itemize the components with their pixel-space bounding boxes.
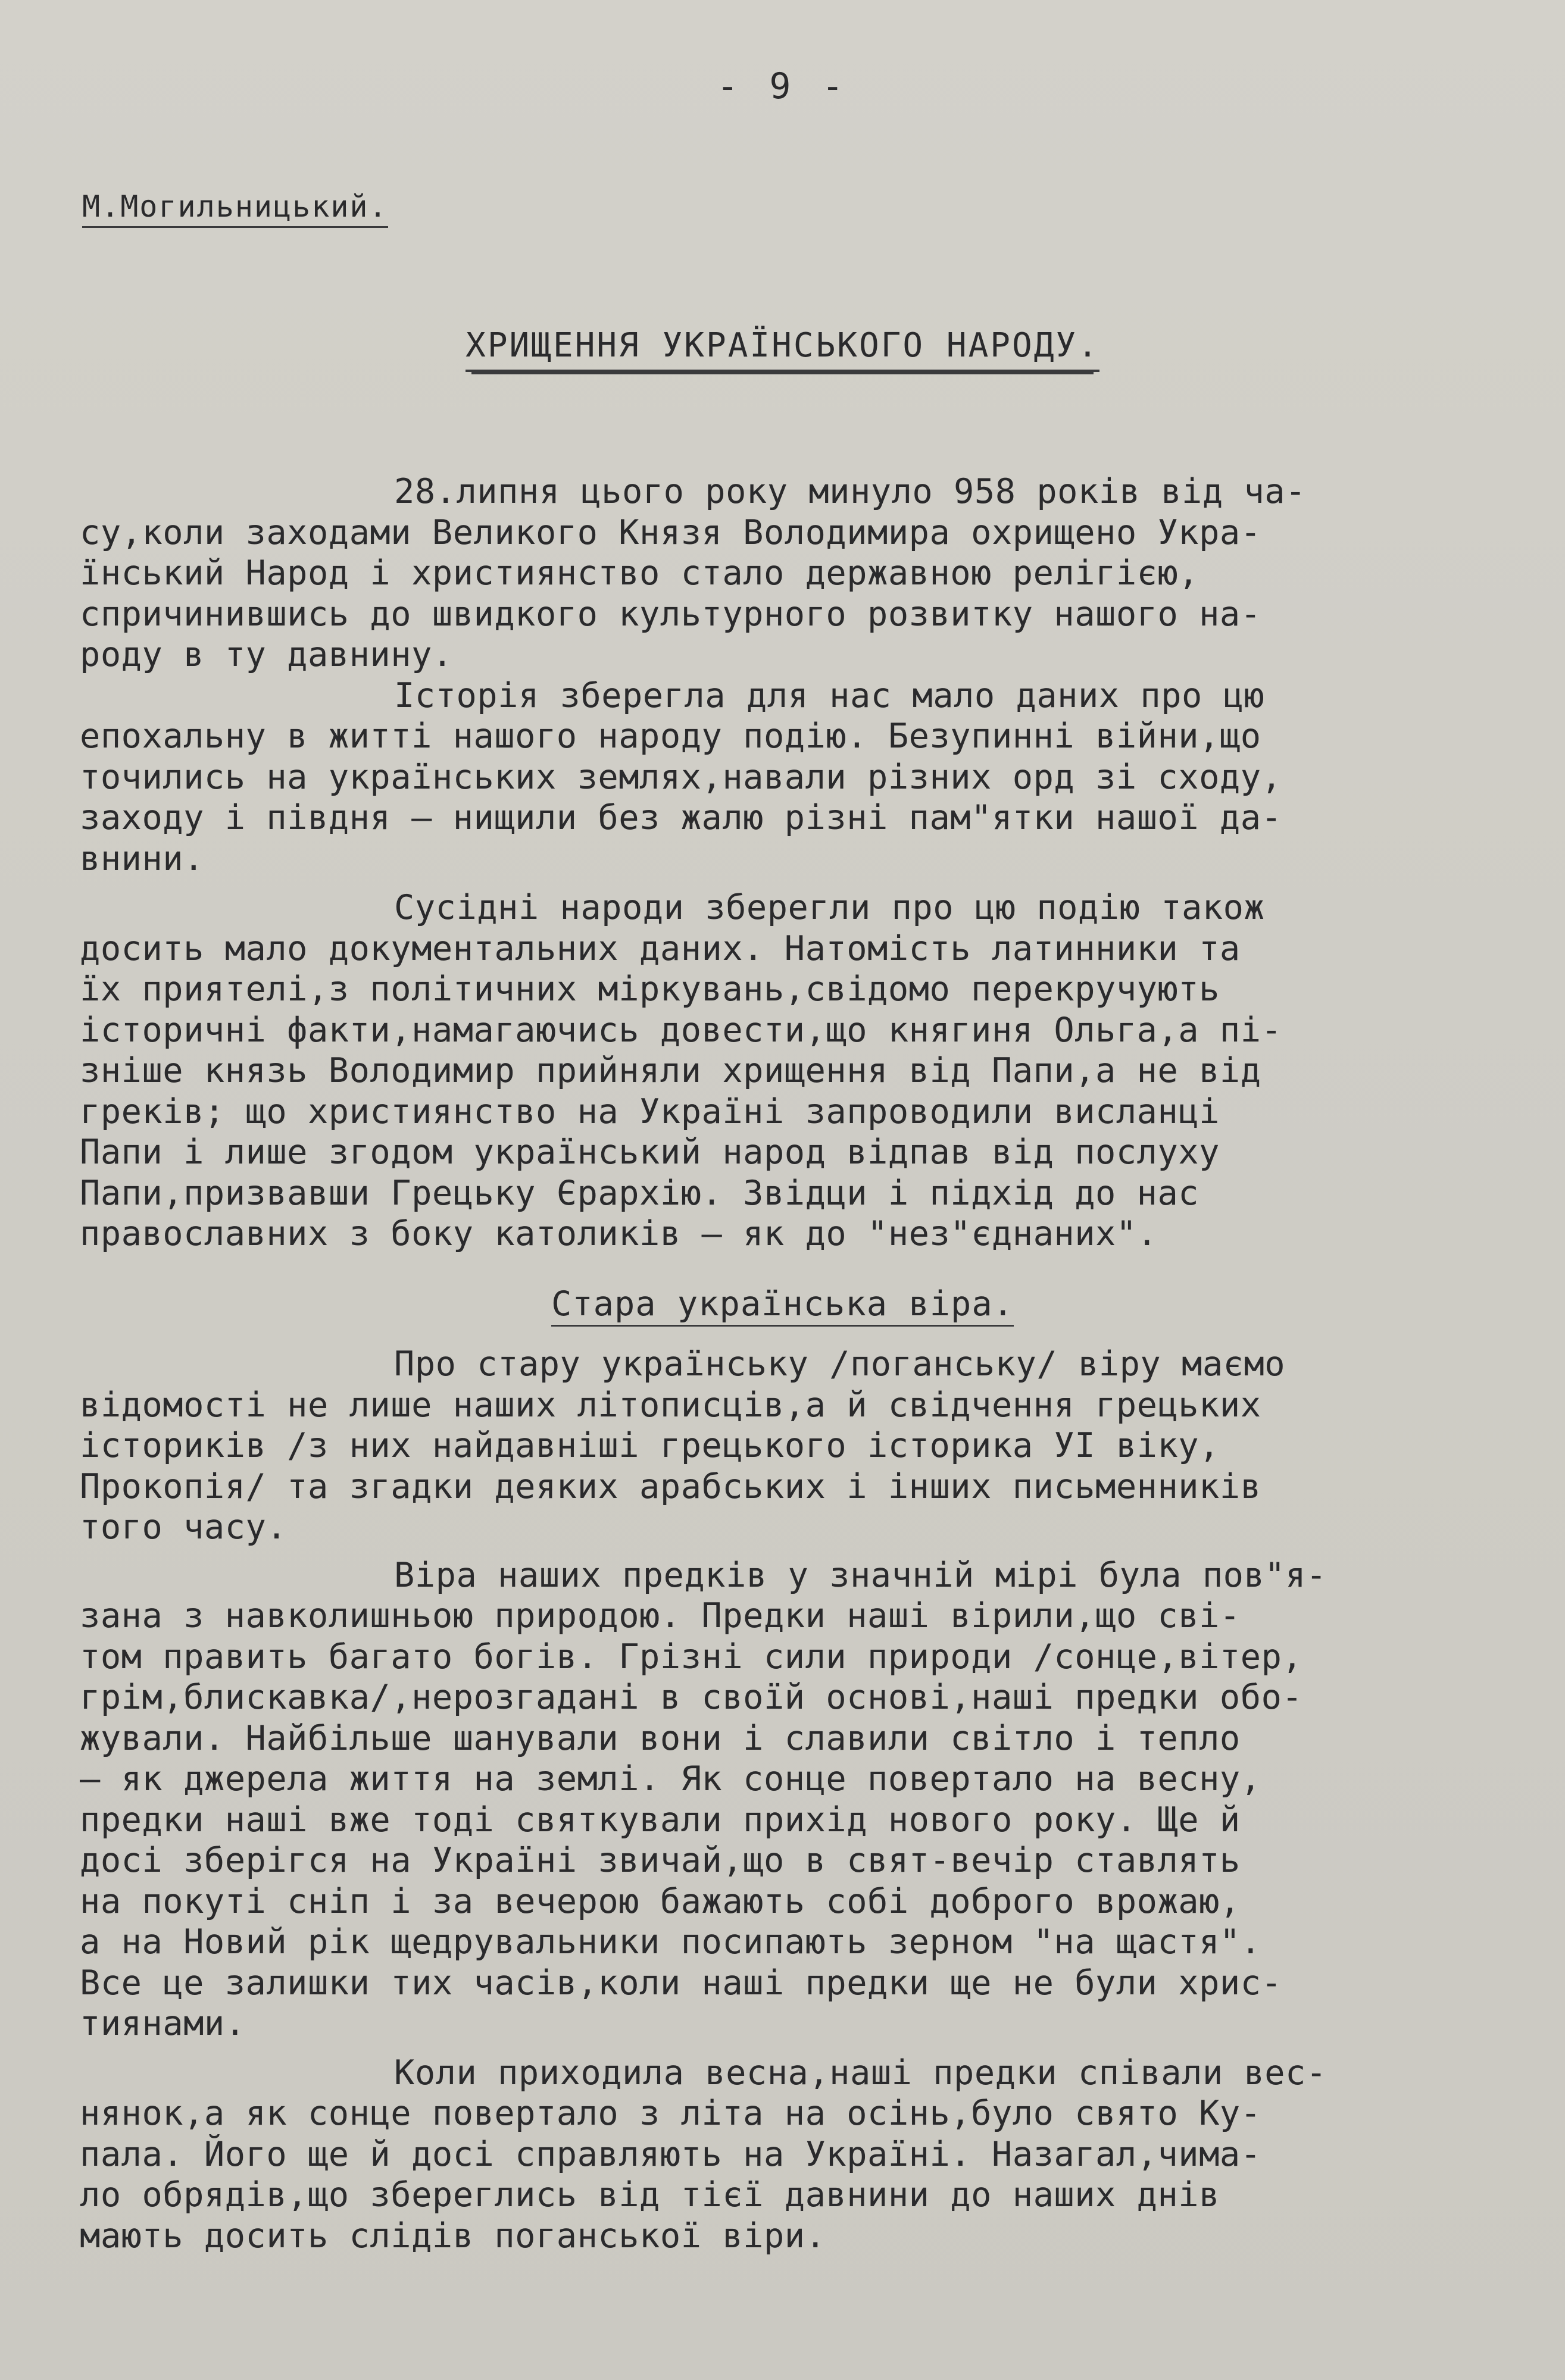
section-2-body: [80, 1344, 1497, 2256]
text-line: су,коли заходами Великого Князя Володимира охрищено Укра-: [80, 512, 1261, 552]
text-line: істориків /з них найдавніші грецького історика УІ віку,: [80, 1426, 1220, 1465]
section-1-body: [80, 471, 1497, 1255]
text-line: того часу.: [80, 1508, 288, 1547]
text-line: Сусідні народи зберегли про цю подію також: [394, 888, 1265, 927]
title-container: [0, 326, 1565, 372]
text-line: точились на українських землях,навали різних орд зі сходу,: [80, 757, 1282, 797]
page-number: - 9 -: [717, 65, 848, 107]
text-line: історичні факти,намагаючись довести,що княгиня Ольга,а пі-: [80, 1010, 1282, 1050]
text-line: їх приятелі,з політичних міркувань,свідомо перекручують: [80, 969, 1220, 1009]
text-line: православних з боку католиків – як до "нез"єднаних".: [80, 1214, 1158, 1253]
text-line: предки наші вже тоді святкували прихід нового року. Ще й: [80, 1800, 1241, 1840]
document-title: ХРИЩЕННЯ УКРАЇНСЬКОГО НАРОДУ.: [466, 326, 1099, 372]
text-line: Папи,призвавши Грецьку Єрархію. Звідци і підхід до нас: [80, 1173, 1199, 1213]
text-line: досить мало документальних даних. Натомість латинники та: [80, 928, 1241, 968]
text-line: мають досить слідів поганської віри.: [80, 2216, 826, 2256]
text-line: їнський Народ і християнство стало державною релігією,: [80, 553, 1199, 593]
text-line: 28.липня цього року минуло 958 років від ча-: [394, 472, 1306, 511]
text-line: Коли приходила весна,наші предки співали вес-: [394, 2053, 1327, 2093]
section-subtitle: Стара українська віра.: [551, 1284, 1014, 1327]
text-line: заходу і півдня – нищили без жалю різні пам"ятки нашої да-: [80, 798, 1282, 837]
text-line: епохальну в житті нашого народу подію. Безупинні війни,що: [80, 717, 1261, 756]
text-line: грім,блискавка/,нерозгадані в своїй основі,наші предки обо-: [80, 1678, 1303, 1717]
text-line: зніше князь Володимир прийняли хрищення від Папи,а не від: [80, 1051, 1261, 1090]
text-line: внини.: [80, 839, 204, 878]
author-name: М.Могильницький.: [82, 189, 388, 228]
text-line: Все це залишки тих часів,коли наші предки ще не були хрис-: [80, 1963, 1282, 2003]
text-line: спричинившись до швидкого культурного розвитку нашого на-: [80, 594, 1261, 634]
text-line: греків; що християнство на Україні запроводили висланці: [80, 1092, 1220, 1131]
text-line: Історія зберегла для нас мало даних про цю: [394, 675, 1265, 715]
text-line: – як джерела життя на землі. Як сонце повертало на весну,: [80, 1759, 1261, 1799]
text-line: Про стару українську /поганську/ віру маємо: [394, 1344, 1286, 1384]
text-line: нянок,а як сонце повертало з літа на осінь,було свято Ку-: [80, 2094, 1261, 2133]
text-line: на покуті сніп і за вечерою бажають собі доброго врожаю,: [80, 1881, 1241, 1921]
text-line: зана з навколишньою природою. Предки наші вірили,що сві-: [80, 1596, 1241, 1635]
text-line: досі зберігся на Україні звичай,що в свят-вечір ставлять: [80, 1841, 1241, 1880]
text-line: пала. Його ще й досі справляють на Україні. Назагал,чима-: [80, 2134, 1261, 2174]
text-line: Прокопія/ та згадки деяких арабських і інших письменників: [80, 1466, 1261, 1506]
text-line: жували. Найбільше шанували вони і славили світло і тепло: [80, 1718, 1241, 1758]
subtitle-container: [0, 1284, 1565, 1327]
text-line: роду в ту давнину.: [80, 635, 453, 674]
text-line: том править багато богів. Грізні сили природи /сонце,вітер,: [80, 1637, 1303, 1677]
text-line: відомості не лише наших літописців,а й свідчення грецьких: [80, 1385, 1261, 1425]
text-line: Віра наших предків у значній мірі була пов"я-: [394, 1555, 1327, 1595]
text-line: Папи і лише згодом український народ відпав від послуху: [80, 1133, 1220, 1172]
text-line: ло обрядів,що збереглись від тієї давнини до наших днів: [80, 2175, 1220, 2215]
text-line: тиянами.: [80, 2004, 246, 2043]
text-line: а на Новий рік щедрувальники посипають зерном "на щастя".: [80, 1922, 1261, 1962]
